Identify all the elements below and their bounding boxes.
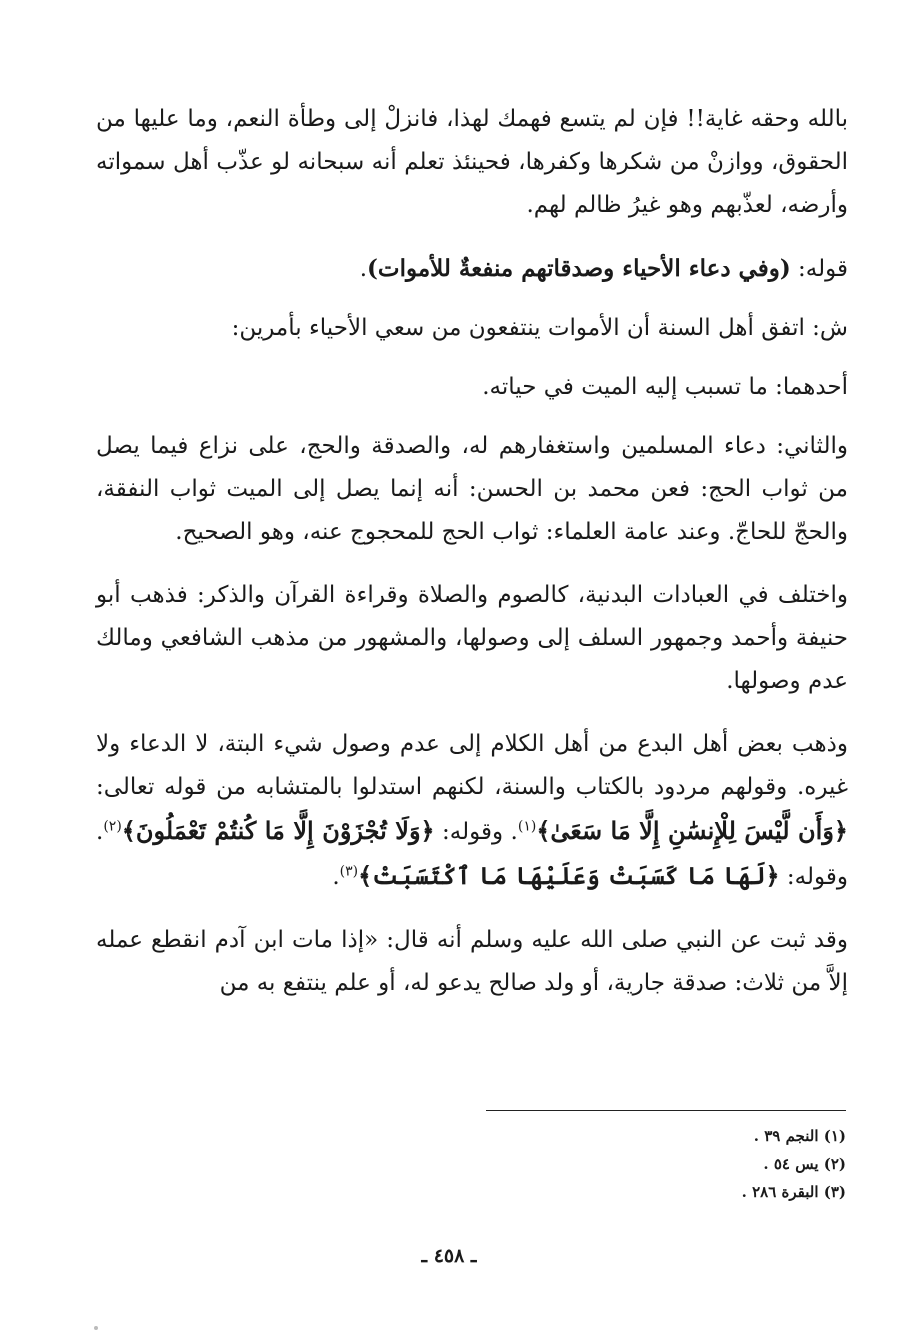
text-segment: وذهب بعض أهل البدع من أهل الكلام إلى عدم وصول شيء البتة، لا الدعاء ولا غيره. وقولهم مردود بالكتاب والسنة، لكنهم استدلوا بالمتشابه من قوله تعالى: (96, 731, 848, 800)
quote-end: . (359, 256, 368, 282)
paragraph-5: والثاني: دعاء المسلمين واستغفارهم له، والصدقة والحج، على نزاع فيما يصل من ثواب الحج: فعن محمد بن الحسن: أنه إنما يصل إلى الميت ثواب النفقة، والحجّ للحاجّ. وعند عامة العلماء: ثواب الحج للمحجوج عنه، وهو الصحيح. (96, 433, 848, 545)
scan-mark (94, 1326, 98, 1330)
footnote-3: (٣) البقرة ٢٨٦ . (741, 1183, 846, 1201)
quoted-matn: (وفي دعاء الأحياء وصدقاتهم منفعةٌ للأموات) (367, 255, 791, 282)
paragraph-3: ش: اتفق أهل السنة أن الأموات ينتفعون من سعي الأحياء بأمرين: (231, 315, 848, 341)
footnote-divider (486, 1110, 846, 1111)
text-segment: . وقوله: (434, 819, 518, 845)
footnote-ref-2: (٢) (103, 818, 122, 835)
main-text (96, 98, 848, 1025)
footnote-1: (١) النجم ٣٩ . (753, 1127, 846, 1145)
page-number: ـ ٤٥٨ ـ (421, 1245, 477, 1267)
paragraph-8: وقد ثبت عن النبي صلى الله عليه وسلم أنه قال: «إذا مات ابن آدم انقطع عمله إلاَّ من ثلاث: صدقة جارية، أو ولد صالح يدعو له، أو علم ينتفع به من (96, 927, 848, 996)
paragraph-1: بالله وحقه غاية!! فإن لم يتسع فهمك لهذا، فانزلْ إلى وطأة النعم، وما عليها من الحقوق، ووازنْ من شكرها وكفرها، فحينئذ تعلم أنه سبحانه لو عذّب أهل سمواته وأرضه، لعذّبهم وهو غيرُ ظالم لهم. (96, 106, 848, 218)
footnote-ref-3: (٣) (339, 863, 359, 880)
quran-verse-2: ﴿وَلَا تُجْزَوْنَ إِلَّا مَا كُنتُمْ تَعْمَلُونَ﴾ (121, 816, 435, 845)
paragraph-4: أحدهما: ما تسبب إليه الميت في حياته. (482, 374, 848, 400)
paragraph-2 (96, 247, 848, 291)
paragraph-7 (96, 723, 848, 899)
quote-intro: قوله: (790, 256, 848, 282)
quran-verse-1: ﴿وَأَن لَّيْسَ لِلْإِنسَٰنِ إِلَّا مَا سَعَىٰ﴾ (536, 816, 848, 845)
paragraph-6: واختلف في العبادات البدنية، كالصوم والصلاة وقراءة القرآن والذكر: فذهب أبو حنيفة وأحمد وجمهور السلف إلى وصولها، والمشهور من مذهب الشافعي ومالك عدم وصولها. (96, 582, 848, 694)
footnote-2: (٢) يس ٥٤ . (763, 1155, 846, 1173)
text-segment: . (332, 864, 340, 890)
quran-verse-3: ﴿لَهَا مَا كَسَبَتْ وَعَلَيْهَا مَا ٱكْتَسَبَتْ﴾ (358, 861, 780, 890)
footnote-ref-1: (١) (517, 818, 537, 835)
footnotes (446, 1122, 846, 1206)
text-segment: . وقوله: (96, 819, 848, 890)
